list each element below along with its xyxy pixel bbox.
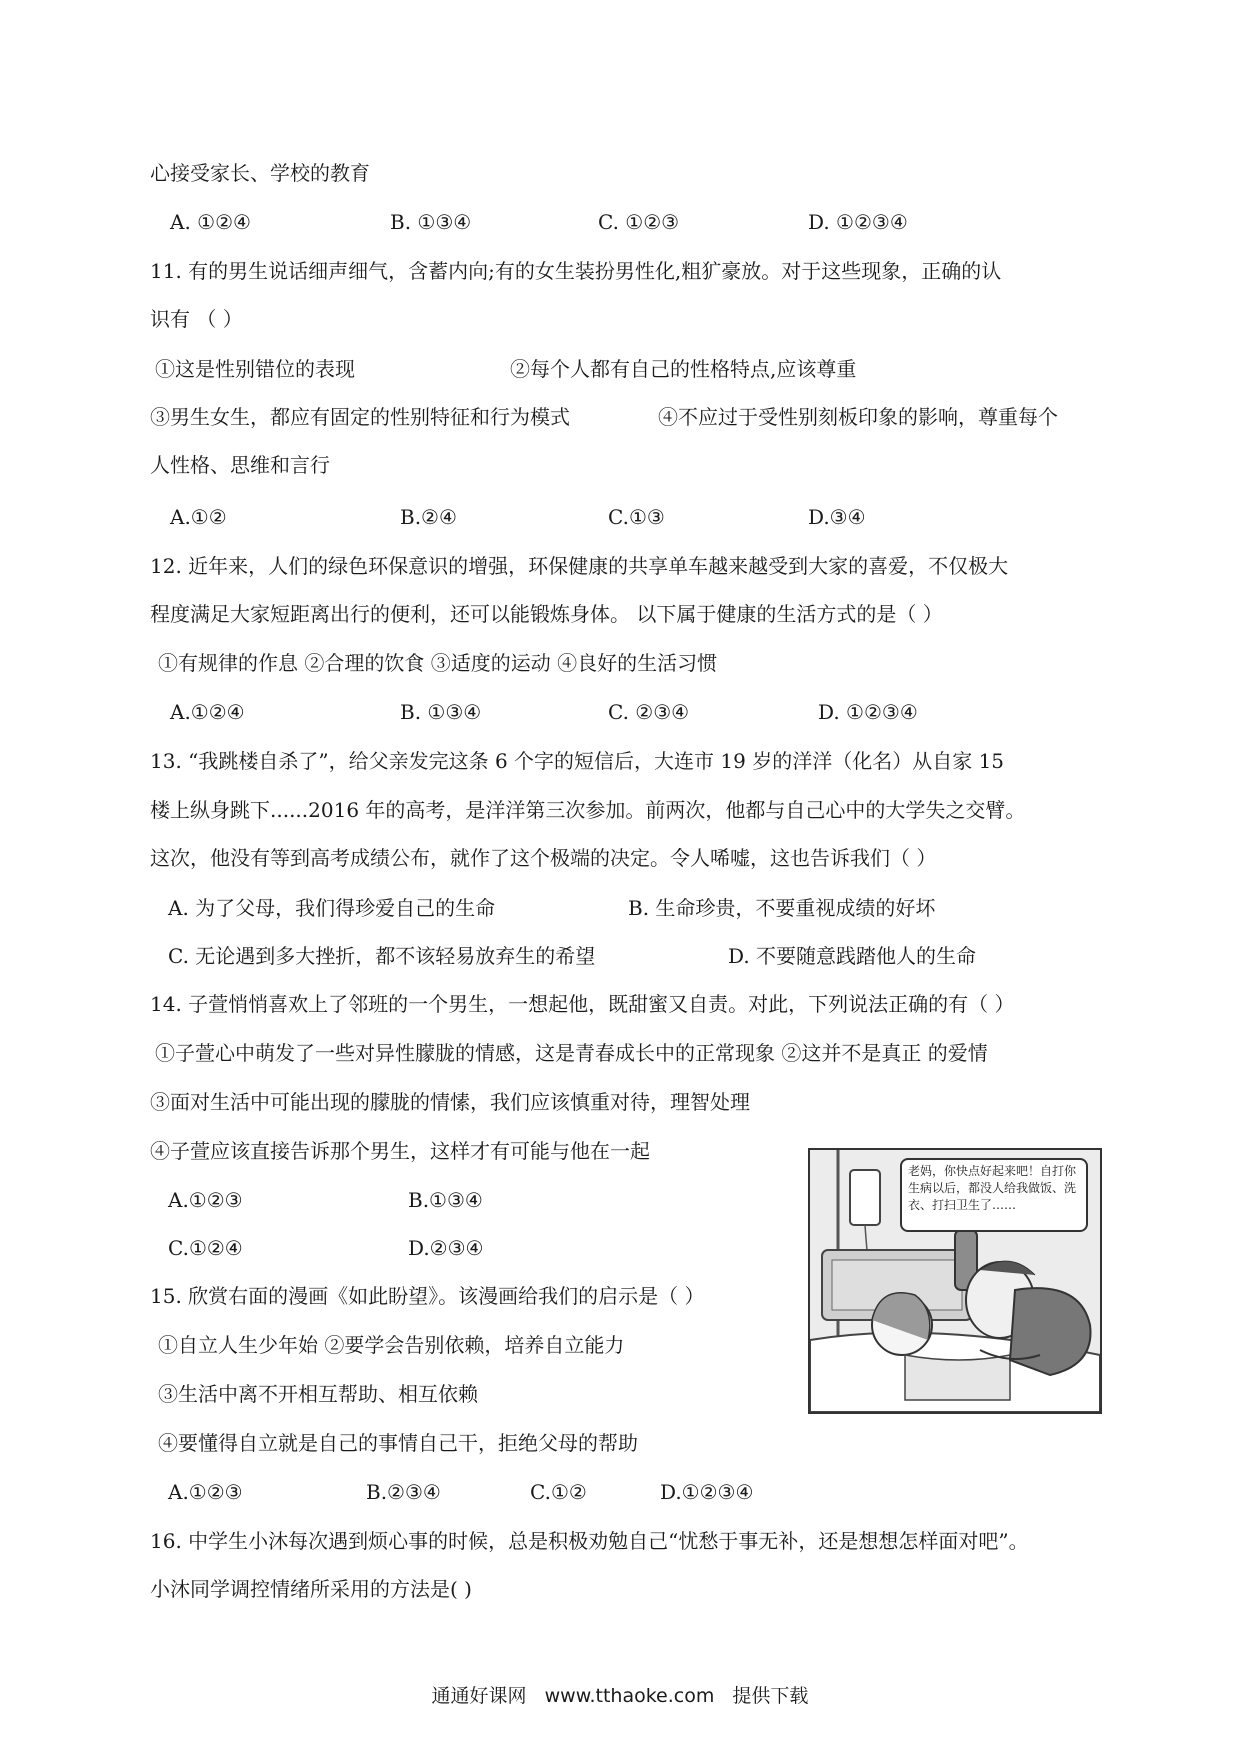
option-d: D.①②③④ [660, 1480, 754, 1504]
q13-option-d: D. 不要随意践踏他人的生命 [728, 944, 977, 968]
option-b: B.②③④ [366, 1480, 441, 1504]
q16-stem: 16. 中学生小沐每次遇到烦心事的时候，总是积极劝勉自己“忧愁于事无补，还是想想怎样面对吧”。 [150, 1529, 1029, 1553]
q15-item-3: ③生活中离不开相互帮助、相互依赖 [158, 1382, 478, 1406]
q10-continuation: 心接受家长、学校的教育 [150, 161, 370, 185]
option-c: C.①② [530, 1480, 587, 1504]
option-b: B.①③④ [408, 1188, 483, 1212]
option-b: B. ①③④ [390, 210, 472, 234]
q14-item-3: ③面对生活中可能出现的朦胧的情愫，我们应该慎重对待，理智处理 [150, 1090, 750, 1114]
q15-item-4: ④要懂得自立就是自己的事情自己干，拒绝父母的帮助 [158, 1431, 638, 1455]
footer-suffix: 提供下载 [732, 1685, 809, 1707]
option-d: D.②③④ [408, 1236, 484, 1260]
option-d: D. ①②③④ [808, 210, 908, 234]
option-c: C. ②③④ [608, 700, 690, 724]
q13-option-a: A. 为了父母，我们得珍爱自己的生命 [168, 896, 496, 920]
q11-stem-cont: 识有 （ ） [150, 307, 243, 331]
page-footer [0, 1681, 1240, 1708]
footer-url[interactable]: www.tthaoke.com [544, 1685, 715, 1707]
option-c: C. ①②③ [598, 210, 680, 234]
q11-stem: 11. 有的男生说话细声细气，含蓄内向;有的女生装扮男性化,粗犷豪放。对于这些现象，正确的认 [150, 259, 1002, 283]
q13-stem-cont-2: 这次，他没有等到高考成绩公布，就作了这个极端的决定。令人唏嘘，这也告诉我们（ ） [150, 846, 937, 870]
q12-items: ①有规律的作息 ②合理的饮食 ③适度的运动 ④良好的生活习惯 [158, 651, 718, 675]
q16-stem-cont: 小沐同学调控情绪所采用的方法是( ) [150, 1577, 472, 1601]
option-c: C.①②④ [168, 1236, 243, 1260]
q12-stem: 12. 近年来，人们的绿色环保意识的增强，环保健康的共享单车越来越受到大家的喜爱，不仅极大 [150, 554, 1009, 578]
q15-stem: 15. 欣赏右面的漫画《如此盼望》。该漫画给我们的启示是（ ） [150, 1284, 705, 1308]
q15-items-1-2: ①自立人生少年始 ②要学会告别依赖，培养自立能力 [158, 1333, 625, 1357]
option-b: B.②④ [400, 505, 457, 529]
q13-option-c: C. 无论遇到多大挫折，都不该轻易放弃生的希望 [168, 944, 596, 968]
option-c: C.①③ [608, 505, 665, 529]
q14-stem: 14. 子萱悄悄喜欢上了邻班的一个男生，一想起他，既甜蜜又自责。对此，下列说法正确的有（ ） [150, 992, 1015, 1016]
option-a: A.①②③ [168, 1480, 243, 1504]
option-a: A.①②③ [168, 1188, 243, 1212]
q11-item-1: ①这是性别错位的表现 [155, 357, 355, 381]
option-b: B. ①③④ [400, 700, 482, 724]
q11-item-3: ③男生女生，都应有固定的性别特征和行为模式 [150, 405, 570, 429]
q13-stem-cont-1: 楼上纵身跳下......2016 年的高考，是洋洋第三次参加。前两次，他都与自己心中的大学失之交臂。 [150, 798, 1026, 822]
cartoon-illustration [808, 1148, 1102, 1414]
option-d: D. ①②③④ [818, 700, 918, 724]
q11-item-2: ②每个人都有自己的性格特点,应该尊重 [510, 357, 857, 381]
q13-stem: 13. “我跳楼自杀了”，给父亲发完这条 6 个字的短信后，大连市 19 岁的洋洋（化名）从自家 15 [150, 749, 1005, 773]
q12-stem-cont: 程度满足大家短距离出行的便利，还可以能锻炼身体。 以下属于健康的生活方式的是（ ） [150, 602, 943, 626]
option-a: A.①②④ [170, 700, 245, 724]
q14-items-1-2: ①子萱心中萌发了一些对异性朦胧的情感，这是青春成长中的正常现象 ②这并不是真正 的爱情 [155, 1041, 988, 1065]
q11-item-4: ④不应过于受性别刻板印象的影响，尊重每个 [658, 405, 1058, 429]
speech-bubble: 老妈，你快点好起来吧！自打你生病以后，都没人给我做饭、洗衣、打扫卫生了…… [900, 1158, 1088, 1232]
q13-option-b: B. 生命珍贵，不要重视成绩的好坏 [628, 896, 936, 920]
q11-item-4-cont: 人性格、思维和言行 [150, 453, 330, 477]
option-a: A.①② [170, 505, 227, 529]
option-d: D.③④ [808, 505, 866, 529]
option-a: A. ①②④ [170, 210, 251, 234]
footer-site-name: 通通好课网 [431, 1685, 527, 1707]
q14-item-4: ④子萱应该直接告诉那个男生，这样才有可能与他在一起 [150, 1139, 650, 1163]
